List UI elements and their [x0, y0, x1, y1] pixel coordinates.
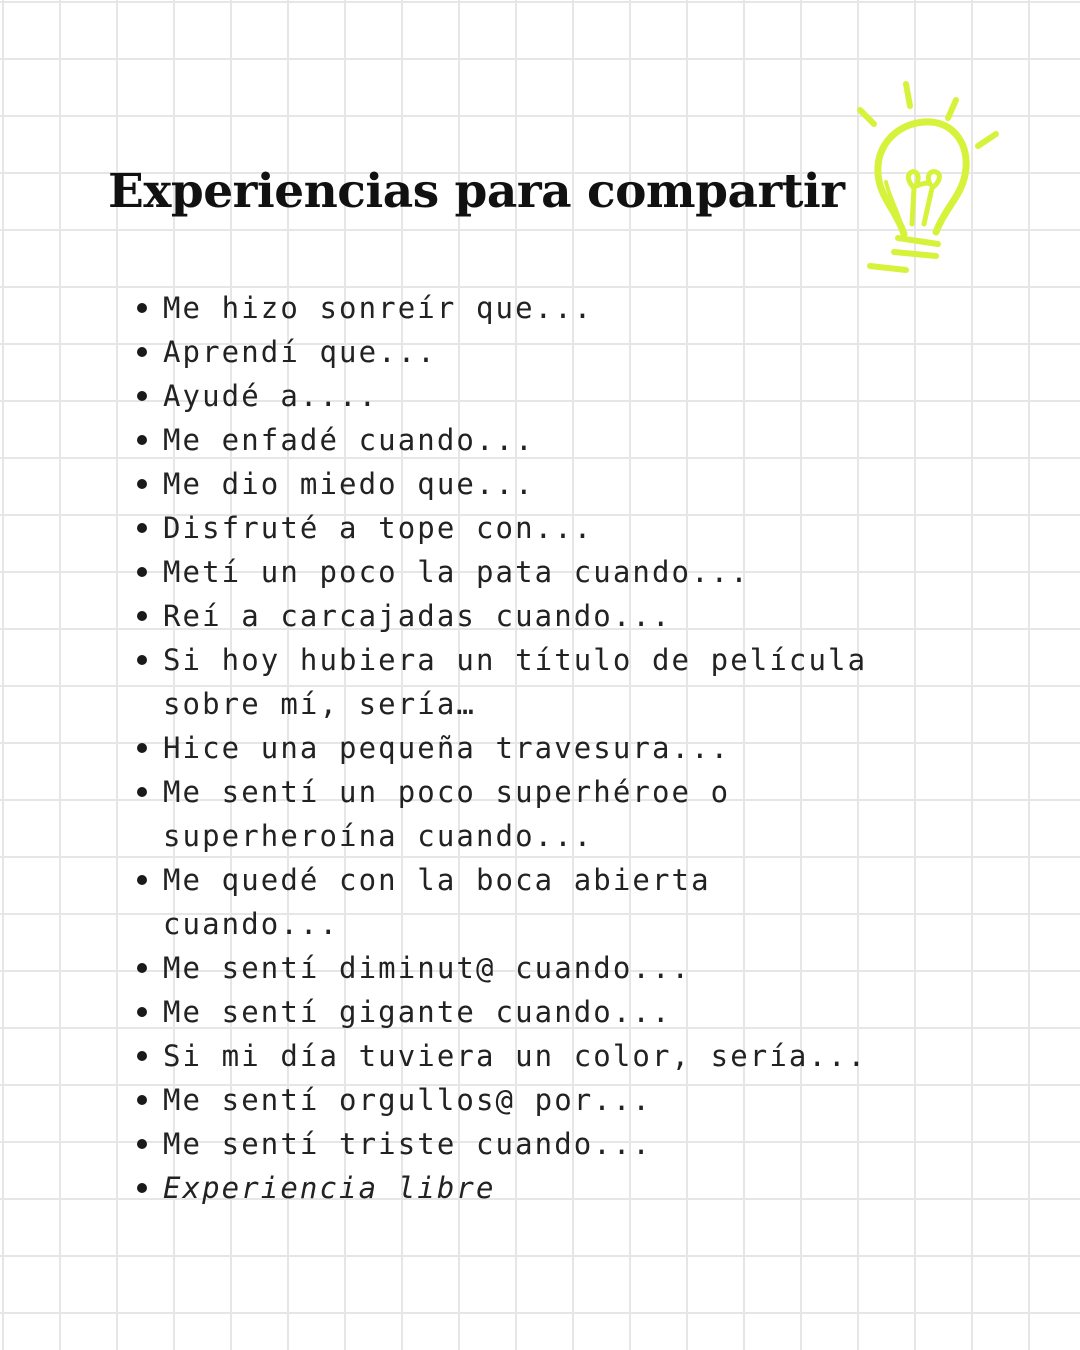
list-item-text: Ayudé a....	[163, 379, 379, 413]
list-item	[163, 286, 883, 330]
list-item	[163, 858, 883, 946]
list-item-text: Experiencia libre	[163, 1171, 496, 1205]
list-item-text-continued: sobre mí, sería…	[163, 687, 476, 721]
list-item-text: Me quedé con la boca abierta	[163, 863, 711, 897]
list-item	[163, 506, 883, 550]
list-item	[163, 726, 883, 770]
list-item-text: Hice una pequeña travesura...	[163, 731, 731, 765]
list-item-text: Me sentí orgullos@ por...	[163, 1083, 652, 1117]
list-item	[163, 1078, 883, 1122]
list-item	[163, 1034, 883, 1078]
list-item-text: Si mi día tuviera un color, sería...	[163, 1039, 868, 1073]
list-item-text: Me sentí un poco superhéroe o	[163, 775, 731, 809]
list-item-text: Me sentí diminut@ cuando...	[163, 951, 692, 985]
list-item	[163, 990, 883, 1034]
list-item	[163, 770, 883, 858]
list-item	[163, 638, 883, 726]
list-item	[163, 946, 883, 990]
list-item-text: Me sentí triste cuando...	[163, 1127, 652, 1161]
list-item-text: Aprendí que...	[163, 335, 437, 369]
prompt-list	[163, 286, 883, 1210]
list-item-text-continued: superheroína cuando...	[163, 819, 594, 853]
list-item-text: Si hoy hubiera un título de película	[163, 643, 868, 677]
list-item	[163, 550, 883, 594]
list-item-text: Me hizo sonreír que...	[163, 291, 594, 325]
list-item-text: Disfruté a tope con...	[163, 511, 594, 545]
list-item	[163, 1122, 883, 1166]
list-item	[163, 1166, 883, 1210]
list-item-text: Me dio miedo que...	[163, 467, 535, 501]
list-item-text-continued: cuando...	[163, 907, 340, 941]
list-item-text: Me enfadé cuando...	[163, 423, 535, 457]
list-item	[163, 418, 883, 462]
list-item-text: Reí a carcajadas cuando...	[163, 599, 672, 633]
list-item	[163, 594, 883, 638]
list-item-text: Metí un poco la pata cuando...	[163, 555, 750, 589]
lightbulb-icon	[850, 78, 1010, 278]
list-item	[163, 330, 883, 374]
page-title: Experiencias para compartir	[108, 164, 845, 219]
list-item	[163, 374, 883, 418]
list-item	[163, 462, 883, 506]
list-item-text: Me sentí gigante cuando...	[163, 995, 672, 1029]
